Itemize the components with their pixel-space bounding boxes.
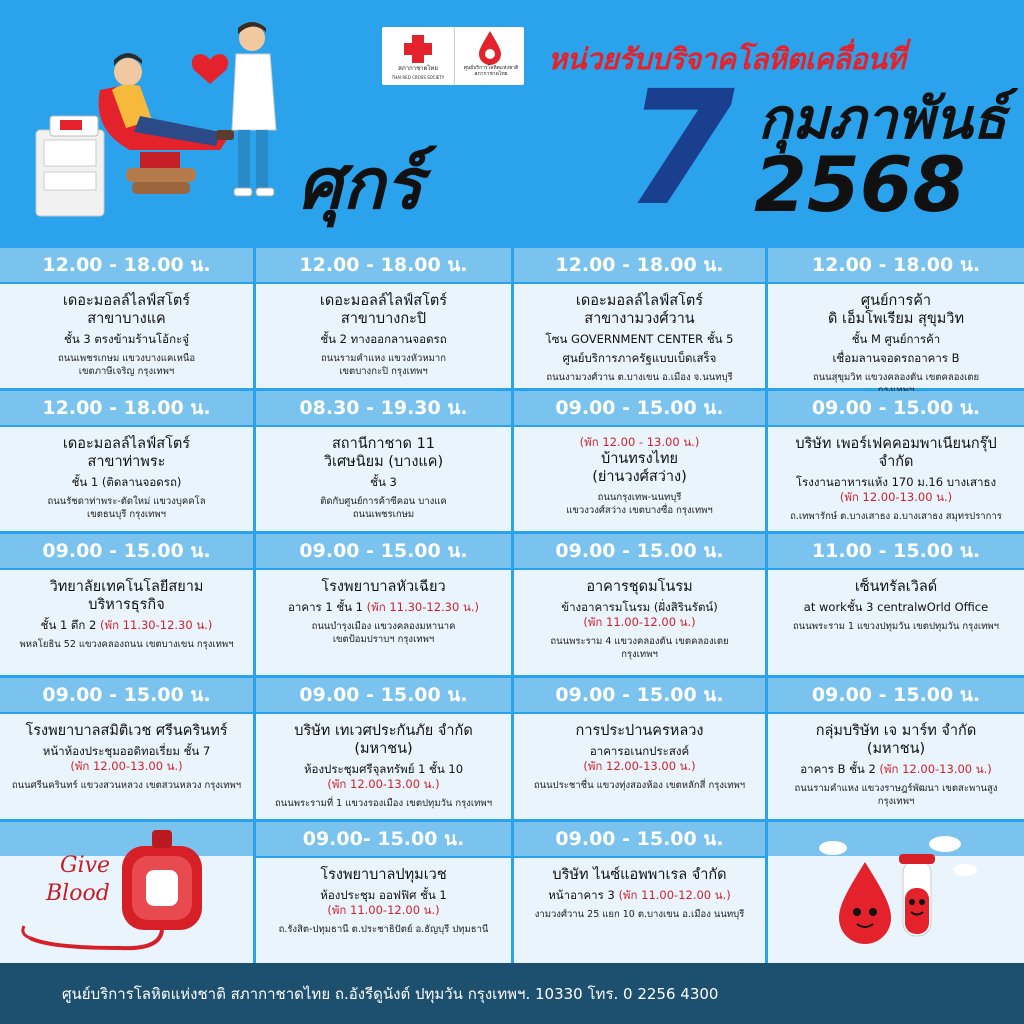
location-card [0,284,253,388]
location-detail [256,600,511,615]
address-line: ถนนพระรามที่ 1 แขวงรองเมือง เขตปทุมวัน กรุงเทพฯ [274,798,493,809]
time-slot: 09.00 - 15.00 น. [514,678,765,712]
location-name: วิทยาลัยเทคโนโลยีสยาม [49,579,204,595]
address-line: ถนนสุขุมวิท แขวงคลองตัน เขตคลองเตย [812,372,980,383]
time-slot: 12.00 - 18.00 น. [0,248,253,282]
address-line: ถนนเพชรเกษม แขวงบางแคเหนือ [57,353,196,364]
location-name: บริษัท เพอร์เฟคคอมพาเนียนกรุ๊ป [795,436,997,452]
address-line-2: เขตบางกะปิ กรุงเทพฯ [339,366,428,377]
location-card [514,714,765,819]
location-detail [768,762,1024,777]
location-card [768,284,1024,388]
time-slot: 09.00- 15.00 น. [256,822,511,856]
location-card [514,284,765,388]
time-slot: 09.00 - 15.00 น. [256,534,511,568]
location-card [768,570,1024,675]
location-card [514,858,765,963]
location-name: เดอะมอลล์ไลฟ์สโตร์ [575,293,704,309]
time-slot: 12.00 - 18.00 น. [256,248,511,282]
break-time: (พัก 11.00-12.00 น.) [327,903,440,917]
location-card [514,427,765,531]
give-blood-illustration [10,830,250,955]
red-cross-icon [382,27,454,67]
break-time: (พัก 12.00-13.00 น.) [70,759,183,773]
location-detail: ห้องประชุม ออฟฟิศ ชั้น 1 [320,888,447,902]
address-line-2: ถนนเพชรเกษม [352,509,415,520]
location-detail: ชั้น 3 [370,475,397,489]
location-subtitle: (ย่านวงศ์สว่าง) [592,469,687,485]
year: 2568 [754,140,966,229]
location-card [256,570,511,675]
address-line-2: เขตธนบุรี กรุงเทพฯ [87,509,166,520]
location-detail-2: เชื่อมลานจอดรถอาคาร B [832,351,960,365]
break-time: (พัก 11.30-12.30 น.) [366,600,479,614]
location-name: โรงพยาบาลหัวเฉียว [321,579,446,595]
address-line-2: กรุงเทพฯ [877,796,915,807]
location-name: อาคารชุดมโนรม [586,579,693,595]
break-time: (พัก 11.00-12.00 น.) [618,888,731,902]
address-line: ถนนศรีนครินทร์ แขวงสวนหลวง เขตสวนหลวง กรุงเทพฯ [11,780,242,791]
day-name: ศุกร์ [298,143,423,225]
address-line: ถนนรามคำแหง แขวงราษฎร์พัฒนา เขตสะพานสูง [794,783,998,794]
day-number: 7 [625,57,735,241]
time-slot: 09.00 - 15.00 น. [768,678,1024,712]
location-name: สถานีกาชาด 11 [331,436,436,452]
give-text: Give [60,853,111,878]
unit-title: หน่วยรับบริจาคโลหิตเคลื่อนที่ [548,42,906,76]
address-line: ถนนรามคำแหง แขวงหัวหมาก [321,353,446,364]
location-subtitle: สาขาบางแค [87,311,166,327]
location-detail: ชั้น 1 (ติดลานจอดรถ) [71,475,182,489]
location-card [256,714,511,819]
month-name: กุมภาพันธ์ [758,87,1007,152]
location-name: บ้านทรงไทย [600,451,679,467]
location-name: กลุ่มบริษัท เจ มาร์ท จำกัด [815,723,977,739]
location-detail [0,618,253,633]
location-detail: ชั้น M ศูนย์การค้า [851,332,941,346]
address-line-2: แขวงวงศ์สว่าง เขตบางซื่อ กรุงเทพฯ [566,505,713,516]
time-slot: 12.00 - 18.00 น. [514,248,765,282]
location-subtitle: ดิ เอ็มโพเรียม สุขุมวิท [827,311,965,327]
location-name: เดอะมอลล์ไลฟ์สโตร์ [62,293,191,309]
location-name: บริษัท ไนซ์แอพพาเรล จำกัด [552,867,727,883]
break-time: (พัก 12.00-13.00 น.) [839,490,953,504]
break-time: (พัก 12.00 - 13.00 น.) [579,435,700,449]
location-subtitle: สาขาท่าพระ [87,454,166,470]
red-cross-logo [382,27,454,85]
location-card [768,427,1024,531]
location-name: เดอะมอลล์ไลฟ์สโตร์ [319,293,448,309]
location-card [256,858,511,963]
logo-left-text-th: สภากาชาดไทย [398,65,438,72]
location-subtitle: (มหาชน) [866,741,926,757]
time-slot: 09.00 - 15.00 น. [256,678,511,712]
time-slot: 09.00 - 15.00 น. [514,534,765,568]
break-time: (พัก 11.00-12.00 น.) [583,615,696,629]
time-slot: 09.00 - 15.00 น. [0,678,253,712]
location-name: บริษัท เทเวศประกันภัย จำกัด [294,723,473,739]
break-time: (พัก 11.30-12.30 น.) [100,618,213,632]
location-detail: อาคารอเนกประสงค์ [589,744,690,758]
address-line: ถนนกรุงเทพ-นนทบุรี [597,492,682,503]
address-line-2: เขตภาษีเจริญ กรุงเทพฯ [78,366,175,377]
blood-text: Blood [46,881,110,906]
address-line: ถนนบำรุงเมือง แขวงคลองมหานาค [311,621,456,632]
location-subtitle: สาขางามวงศ์วาน [584,311,695,327]
footer [0,963,1024,1024]
break-time: (พัก 12.00-13.00 น.) [583,759,696,773]
time-slot: 12.00 - 18.00 น. [0,391,253,425]
time-slot: 09.00 - 15.00 น. [768,391,1024,425]
time-slot: 08.30 - 19.30 น. [256,391,511,425]
logo-right-text: ศูนย์บริการโลหิตแห่งชาติ สภากาชาดไทย [463,65,519,77]
time-slot: 09.00 - 15.00 น. [514,822,765,856]
location-detail-2: ศูนย์บริการภาครัฐแบบเบ็ดเสร็จ [562,351,717,365]
address-line: ถ.รังสิต-ปทุมธานี ต.ประชาธิปัตย์ อ.ธัญบุรี ปทุมธานี [278,924,489,935]
location-card [768,714,1024,819]
address-line: ติดกับศูนย์การค้าซีคอน บางแค [320,496,447,507]
address-line: ถนนรัชดาท่าพระ-ตัดใหม่ แขวงบุคคโล [47,496,206,507]
location-subtitle: สาขาบางกะปิ [340,311,427,327]
location-name: โรงพยาบาลสมิติเวช ศรีนครินทร์ [25,723,228,739]
logo-left-text-en: THAI RED CROSS SOCIETY [391,75,445,80]
address-line: ถนนพระราม 4 แขวงคลองตัน เขตคลองเตย [550,636,729,647]
location-detail: โรงงานอาหารแห้ง 170 ม.16 บางเสาธง [795,475,997,489]
blood-donor-illustration [30,20,290,220]
location-subtitle: จำกัด [878,454,914,470]
detail-text: ชั้น 1 ตึก 2 [40,618,97,632]
location-detail: ชั้น 3 ตรงข้ามร้านโอ้กะจู๋ [64,332,189,346]
break-time: (พัก 12.00-13.00 น.) [327,777,440,791]
time-slot: 09.00 - 15.00 น. [514,391,765,425]
header [0,0,1024,246]
location-name: เซ็นทรัลเวิลด์ [854,579,938,595]
address-line-2: เขตป้อมปราบฯ กรุงเทพฯ [332,634,435,645]
location-detail: หน้าห้องประชุมออดิทอเรี่ยม ชั้น 7 [42,744,211,758]
address-line: พหลโยธิน 52 แขวงคลองถนน เขตบางเขน กรุงเทพฯ [19,639,234,650]
location-subtitle: (มหาชน) [354,741,413,757]
detail-text: อาคาร 1 ชั้น 1 [288,600,363,614]
blood-drop-logo-icon [455,27,525,65]
location-detail [514,888,765,903]
address-line: ถนนพระราม 1 แขวงปทุมวัน เขตปทุมวัน กรุงเทพฯ [793,621,999,632]
location-card [0,427,253,531]
address-line: ถนนประชาชื่น แขวงทุ่งสองห้อง เขตหลักสี่ กรุงเทพฯ [533,780,746,791]
address-line: งามวงศ์วาน 25 แยก 10 ต.บางเขน อ.เมือง นนทบุรี [534,909,745,920]
location-detail: ข้างอาคารมโนรม (ฝั่งสิรินรัตน์) [561,600,718,614]
location-card [256,427,511,531]
location-card [256,284,511,388]
location-card [514,570,765,675]
detail-text: อาคาร B ชั้น 2 [800,762,876,776]
detail-text: หน้าอาคาร 3 [548,888,615,902]
location-card [0,714,253,819]
address-line: ถ.เทพารักษ์ ต.บางเสาธง อ.บางเสาธง สมุทรปราการ [790,511,1002,522]
organization-logos [382,27,524,85]
footer-contact-text: ศูนย์บริการโลหิตแห่งชาติ สภากาชาดไทย ถ.อังรีดูนังต์ ปทุมวัน กรุงเทพฯ. 10330 โทร. 0 2256 4300 [62,985,719,1003]
location-detail: ห้องประชุมศรีจุลทรัพย์ 1 ชั้น 10 [303,762,464,776]
time-slot: 11.00 - 15.00 น. [768,534,1024,568]
blood-center-logo [454,27,524,85]
location-name: ศูนย์การค้า [860,293,932,309]
location-detail: โซน GOVERNMENT CENTER ชั้น 5 [545,332,734,346]
address-line: ถนนงามวงศ์วาน ต.บางเขน อ.เมือง จ.นนทบุรี [546,372,733,383]
time-slot: 12.00 - 18.00 น. [768,248,1024,282]
location-name: การประปานครหลวง [575,723,704,739]
time-slot: 09.00 - 15.00 น. [0,534,253,568]
break-time: (พัก 12.00-13.00 น.) [879,762,992,776]
location-detail: ชั้น 2 ทางออกลานจอดรถ [320,332,447,346]
location-subtitle: บริหารธุรกิจ [88,597,165,613]
location-name: โรงพยาบาลปทุมเวช [320,867,447,883]
location-card [0,570,253,675]
location-name: เดอะมอลล์ไลฟ์สโตร์ [62,436,191,452]
location-detail: at workชั้น 3 centralwOrld Office [803,600,989,614]
address-line-2: กรุงเทพฯ [621,649,658,660]
blood-drop-characters-illustration [805,830,985,955]
location-subtitle: วิเศษนิยม (บางแค) [323,454,444,470]
